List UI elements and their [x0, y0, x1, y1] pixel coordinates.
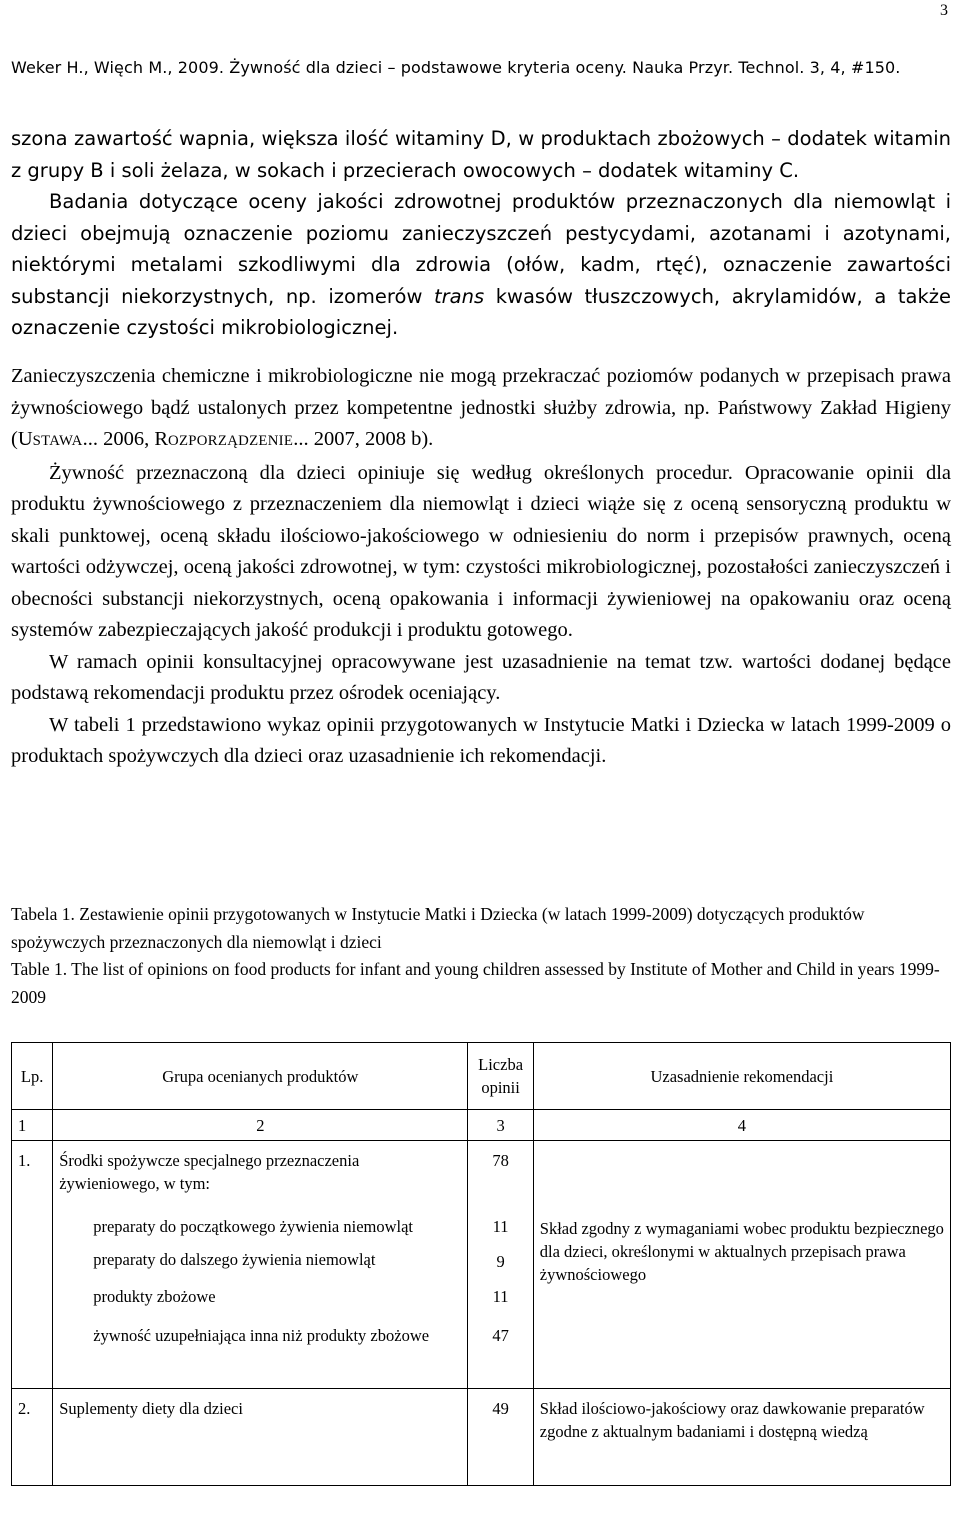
table-row [12, 1141, 951, 1206]
body-paragraph-2: Żywność przeznaczoną dla dzieci opiniuje się według określonych procedur. Opracowanie opinii dla produktu żywnościowego z przeznaczeniem dla niemowląt i dzieci wiąże się z oceną sensoryczną produktu w skali punktowej, oceną składu ilościowo-jakościowego w odniesieniu do norm i przepisów prawnych, oceną wartości odżywczej, oceną jakości zdrowotnej, w tym: czystości mikrobiologicznej, pozostałości zanieczyszczeń i obecności substancji niekorzystnych, oceną opakowania i informacji żywieniowej na opakowaniu oraz oceną systemów zabezpieczających jakość produkcji i produktu gotowego. [11, 461, 951, 641]
header-justification: Uzasadnienie rekomendacji [533, 1043, 950, 1110]
empty-cell [12, 1273, 53, 1308]
header-lp: Lp. [12, 1043, 53, 1110]
body-paragraph-1-text [11, 361, 951, 458]
intro-paragraph-1: szona zawartość wapnia, większa ilość witaminy D, w produktach zbożowych – dodatek witamin z grupy B i soli żelaza, w sokach i przecierach owocowych – dodatek witaminy C. [11, 127, 951, 182]
row1-lp: 1. [12, 1141, 53, 1206]
running-header: Weker H., Więch M., 2009. Żywność dla dzieci – podstawowe kryteria oceny. Nauka Przyr. Technol. 3, 4, #150. [11, 58, 901, 77]
colnum-2: 2 [53, 1110, 468, 1141]
empty-cell [12, 1205, 53, 1238]
body-paragraph-3: W ramach opinii konsultacyjnej opracowywane jest uzasadnienie na temat tzw. wartości dodanej będące podstawą rekomendacji produktu przez ośrodek oceniający. [11, 650, 951, 704]
body-p1-c: ... 2007, 2008 b). [293, 428, 434, 450]
table-caption [11, 901, 951, 1011]
row2-justification: Skład ilościowo-jakościowy oraz dawkowanie preparatów zgodne z aktualnym badaniami i dostępną wiedzą [533, 1389, 950, 1486]
row1-count: 78 [468, 1141, 533, 1206]
row1-sub1-count: 11 [468, 1205, 533, 1238]
row1-sub2-label: preparaty do dalszego żywienia niemowląt [53, 1238, 468, 1273]
row1-justification: Skład zgodny z wymaganiami wobec produktu bezpiecznego dla dzieci, określonymi w aktualnych przepisach prawa żywnościowego [533, 1205, 950, 1389]
caption-english: Table 1. The list of opinions on food products for infant and young children assessed by Institute of Mother and Child in years 1999-2009 [11, 959, 940, 1007]
row2-count: 49 [468, 1389, 533, 1486]
body-text [11, 361, 951, 773]
row2-group: Suplementy diety dla dzieci [53, 1389, 468, 1486]
row1-justification-spacer [533, 1141, 950, 1206]
intro-p2-text-a: Badania dotyczące oceny jakości zdrowotnej produktów przeznaczonych dla niemowląt i dzieci obejmują oznaczenie poziomu zanieczyszczeń pestycydami, azotanami i azotynami, niektórymi metalami szkodliwymi dla zdrowia (ołów, kadm, rtęć), oznaczenie zawartości substancji niekorzystnych, np. izomerów [11, 190, 951, 308]
intro-p2-italic: trans [433, 284, 485, 308]
table-header-row [12, 1043, 951, 1110]
body-p1-smallcaps-1: STAWA [32, 433, 83, 449]
colnum-1: 1 [12, 1110, 53, 1141]
empty-cell [12, 1308, 53, 1389]
body-p1-a: Zanieczyszczenia chemiczne i mikrobiologiczne nie mogą przekraczać poziomów podanych w przepisach prawa żywnościowego bądź ustalonych przez kompetentne jednostki służby zdrowia, np. Państwowy Zakład Higieny (U [11, 365, 951, 450]
header-group: Grupa ocenianych produktów [53, 1043, 468, 1110]
header-count: Liczba opinii [468, 1043, 533, 1110]
colnum-4: 4 [533, 1110, 950, 1141]
column-number-row [12, 1110, 951, 1141]
table-subrow [12, 1205, 951, 1238]
table-row [12, 1389, 951, 1486]
opinions-table [11, 1042, 951, 1486]
row2-lp: 2. [12, 1389, 53, 1486]
body-p1-b: ... 2006, R [82, 428, 169, 450]
intro-text [11, 123, 951, 344]
row1-sub1-label: preparaty do początkowego żywienia niemowląt [53, 1205, 468, 1238]
intro-paragraph-2 [11, 186, 951, 344]
body-p1-smallcaps-2: OZPORZĄDZENIE [168, 433, 294, 449]
intro-p2-text-b: kwasów tłuszczowych, akrylamidów, a także oznaczenie czystości mikrobiologicznej. [11, 284, 951, 339]
row1-sub4-count: 47 [468, 1308, 533, 1389]
row1-sub3-count: 11 [468, 1273, 533, 1308]
caption-polish: Tabela 1. Zestawienie opinii przygotowanych w Instytucie Matki i Dziecka (w latach 1999-2009) dotyczących produktów spożywczych przeznaczonych dla niemowląt i dzieci [11, 904, 865, 952]
body-paragraph-4: W tabeli 1 przedstawiono wykaz opinii przygotowanych w Instytucie Matki i Dziecka w latach 1999-2009 o produktach spożywczych dla dzieci oraz uzasadnienie ich rekomendacji. [11, 713, 951, 767]
body-paragraph-1 [11, 330, 951, 362]
row1-sub3-label: produkty zbożowe [53, 1273, 468, 1308]
row1-sub2-count: 9 [468, 1238, 533, 1273]
colnum-3: 3 [468, 1110, 533, 1141]
page-number: 3 [940, 2, 948, 19]
empty-cell [12, 1238, 53, 1273]
row1-group: Środki spożywcze specjalnego przeznaczenia żywieniowego, w tym: [53, 1141, 468, 1206]
row1-sub4-label: żywność uzupełniająca inna niż produkty zbożowe [53, 1308, 468, 1389]
